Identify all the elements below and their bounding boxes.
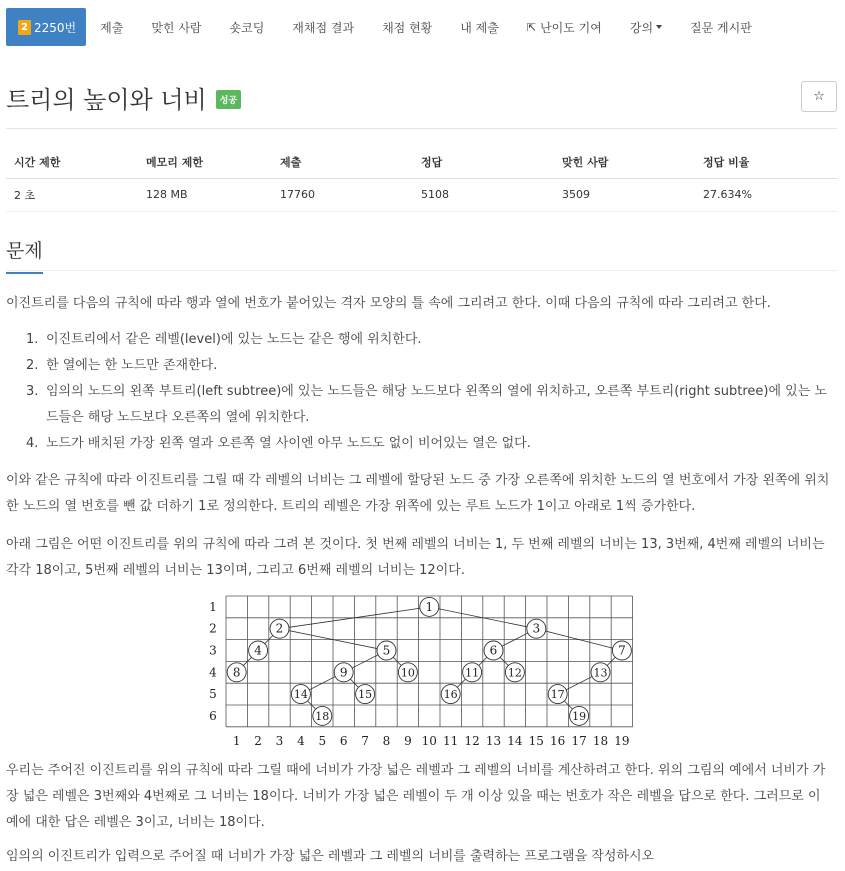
- ratio-header: 정답 비율: [695, 147, 837, 178]
- col-label: 4: [297, 733, 305, 745]
- tree-node-label: 17: [550, 688, 565, 702]
- solvers-header: 맞힌 사람: [554, 147, 695, 178]
- page-title: 트리의 높이와 너비: [6, 86, 207, 114]
- tree-node-label: 12: [507, 666, 522, 680]
- tree-node-label: 1: [425, 599, 434, 614]
- col-label: 15: [528, 733, 544, 745]
- nav-lectures-label: 강의: [629, 20, 654, 35]
- problem-nav: [6, 8, 766, 46]
- row-label: 5: [209, 687, 217, 702]
- nav-solvers[interactable]: 맞힌 사람: [151, 20, 202, 35]
- tree-node-label: 3: [532, 621, 541, 636]
- col-label: 9: [404, 733, 412, 745]
- tree-node-label: 9: [339, 665, 348, 680]
- list-item: 4. 노드가 배치된 가장 왼쪽 열과 오른쪽 열 사이엔 아무 노드도 없이 비어있는 열은 없다.: [26, 436, 531, 451]
- nav-submit[interactable]: 제출: [100, 20, 124, 35]
- tree-grid-figure: [201, 593, 641, 745]
- nav-rejudge[interactable]: 재채점 결과: [292, 20, 355, 35]
- example-paragraph: 아래 그림은 어떤 이진트리를 위의 규칙에 따라 그려 본 것이다. 첫 번째 레벨의 너비는 1, 두 번째 레벨의 너비는 13, 3번째, 4번째 레벨의 너비는 각각 18이고, 5번째 레벨의 너비는 13이며, 그리고 6번째 레벨의 너비는 12이다.: [6, 537, 825, 578]
- tree-node-label: 5: [382, 643, 391, 658]
- col-label: 12: [464, 733, 480, 745]
- list-item: 2. 한 열에는 한 노드만 존재한다.: [26, 358, 218, 373]
- col-label: 5: [318, 733, 327, 745]
- tier-icon: 2: [18, 20, 31, 35]
- accepted-value: 5108: [413, 178, 554, 211]
- nav-my-submissions[interactable]: 내 제출: [460, 20, 499, 35]
- col-label: 8: [382, 733, 391, 745]
- intro-paragraph: 이진트리를 다음의 규칙에 따라 행과 열에 번호가 붙어있는 격자 모양의 틀 속에 그리려고 한다. 이때 다음의 규칙에 따라 그리려고 한다.: [6, 296, 771, 311]
- row-label: 1: [209, 599, 217, 614]
- col-label: 18: [592, 733, 609, 745]
- tree-node-label: 15: [358, 688, 373, 702]
- row-label: 6: [209, 708, 217, 723]
- row-label: 3: [209, 643, 217, 658]
- nav-lectures[interactable]: [616, 8, 676, 46]
- task-paragraph: 우리는 주어진 이진트리를 위의 규칙에 따라 그릴 때에 너비가 가장 넓은 레벨과 그 레벨의 너비를 계산하려고 한다. 위의 그림의 예에서 너비가 가장 넓은 레벨은 3번째와 4번째로 그 너비는 18이다. 너비가 가장 넓은 레벨이 두 개 이상 있을 때는 번호가 작은 레벨을 답으로 한다. 그러므로 이 예에 대한 답은 레벨은 3이고, 너비는 18이다.: [6, 763, 826, 830]
- nav-problem-number[interactable]: [6, 8, 86, 46]
- col-label: 14: [507, 733, 523, 745]
- title-divider: [6, 128, 837, 129]
- problem-info-table: [6, 147, 837, 212]
- list-item: 1. 이진트리에서 같은 레벨(level)에 있는 노드는 같은 행에 위치한다.: [26, 332, 422, 347]
- col-label: 1: [232, 733, 241, 745]
- col-label: 7: [361, 733, 369, 745]
- row-label: 2: [209, 621, 217, 636]
- tree-node-label: 14: [293, 688, 308, 702]
- table-row: [6, 178, 837, 211]
- col-label: 19: [614, 733, 630, 745]
- accepted-header: 정답: [413, 147, 554, 178]
- problem-number-label: 2250번: [34, 20, 77, 35]
- submissions-header: 제출: [272, 147, 413, 178]
- tree-node-label: 4: [254, 643, 262, 658]
- star-icon: ☆: [813, 89, 825, 104]
- tree-node-label: 11: [465, 666, 480, 680]
- tree-node-label: 10: [400, 666, 415, 680]
- ratio-value: 27.634%: [695, 178, 837, 211]
- tree-node-label: 8: [232, 665, 241, 680]
- tree-node-label: 18: [315, 709, 330, 723]
- col-label: 17: [571, 733, 587, 745]
- instruction-paragraph: 임의의 이진트리가 입력으로 주어질 때 너비가 가장 넓은 레벨과 그 레벨의 너비를 출력하는 프로그램을 작성하시오: [6, 849, 655, 864]
- row-label: 4: [209, 665, 217, 680]
- tree-node-label: 16: [443, 688, 458, 702]
- nav-difficulty-label: 난이도 기여: [540, 20, 602, 35]
- section-heading-problem: 문제: [6, 236, 43, 274]
- tree-node-label: 2: [275, 621, 284, 636]
- nav-status[interactable]: 채점 현황: [382, 20, 433, 35]
- list-item: 3. 임의의 노드의 왼쪽 부트리(left subtree)에 있는 노드들은 해당 노드보다 왼쪽의 열에 위치하고, 오른쪽 부트리(right subtree)에 있는 노드들은 해당 노드보다 오른쪽의 열에 위치한다.: [26, 384, 827, 425]
- nav-board[interactable]: 질문 게시판: [690, 20, 752, 35]
- status-badge: 성공: [216, 90, 241, 109]
- problem-title-row: [6, 80, 241, 115]
- tree-node-label: 19: [572, 709, 587, 723]
- col-label: 11: [443, 733, 459, 745]
- col-label: 16: [550, 733, 566, 745]
- memory-limit-value: 128 MB: [138, 178, 272, 211]
- section-divider: [6, 270, 837, 271]
- submissions-value: 17760: [272, 178, 413, 211]
- width-definition-paragraph: 이와 같은 규칙에 따라 이진트리를 그릴 때 각 레벨의 너비는 그 레벨에 할당된 노드 중 가장 오른쪽에 위치한 노드의 열 번호에서 가장 왼쪽에 위치한 노드의 열 번호를 뺀 값 더하기 1로 정의한다. 트리의 레벨은 가장 위쪽에 있는 루트 노드가 1이고 아래로 1씩 증가한다.: [6, 473, 830, 514]
- tree-node-label: 6: [489, 643, 498, 658]
- nav-short-coding[interactable]: 숏코딩: [229, 20, 265, 35]
- tree-node-label: 7: [618, 643, 626, 658]
- col-label: 10: [421, 733, 437, 745]
- col-label: 13: [485, 733, 502, 745]
- time-limit-value: 2 초: [6, 178, 138, 211]
- rules-list: [6, 327, 836, 457]
- favorite-button[interactable]: [801, 81, 837, 112]
- col-label: 6: [339, 733, 348, 745]
- time-limit-header: 시간 제한: [6, 147, 138, 178]
- caret-down-icon: [656, 25, 662, 29]
- col-label: 3: [275, 733, 284, 745]
- col-label: 2: [254, 733, 262, 745]
- external-link-icon: ⇱: [526, 20, 537, 34]
- tree-node-label: 13: [593, 666, 608, 680]
- solvers-value: 3509: [554, 178, 695, 211]
- memory-limit-header: 메모리 제한: [138, 147, 272, 178]
- nav-difficulty[interactable]: [513, 8, 616, 46]
